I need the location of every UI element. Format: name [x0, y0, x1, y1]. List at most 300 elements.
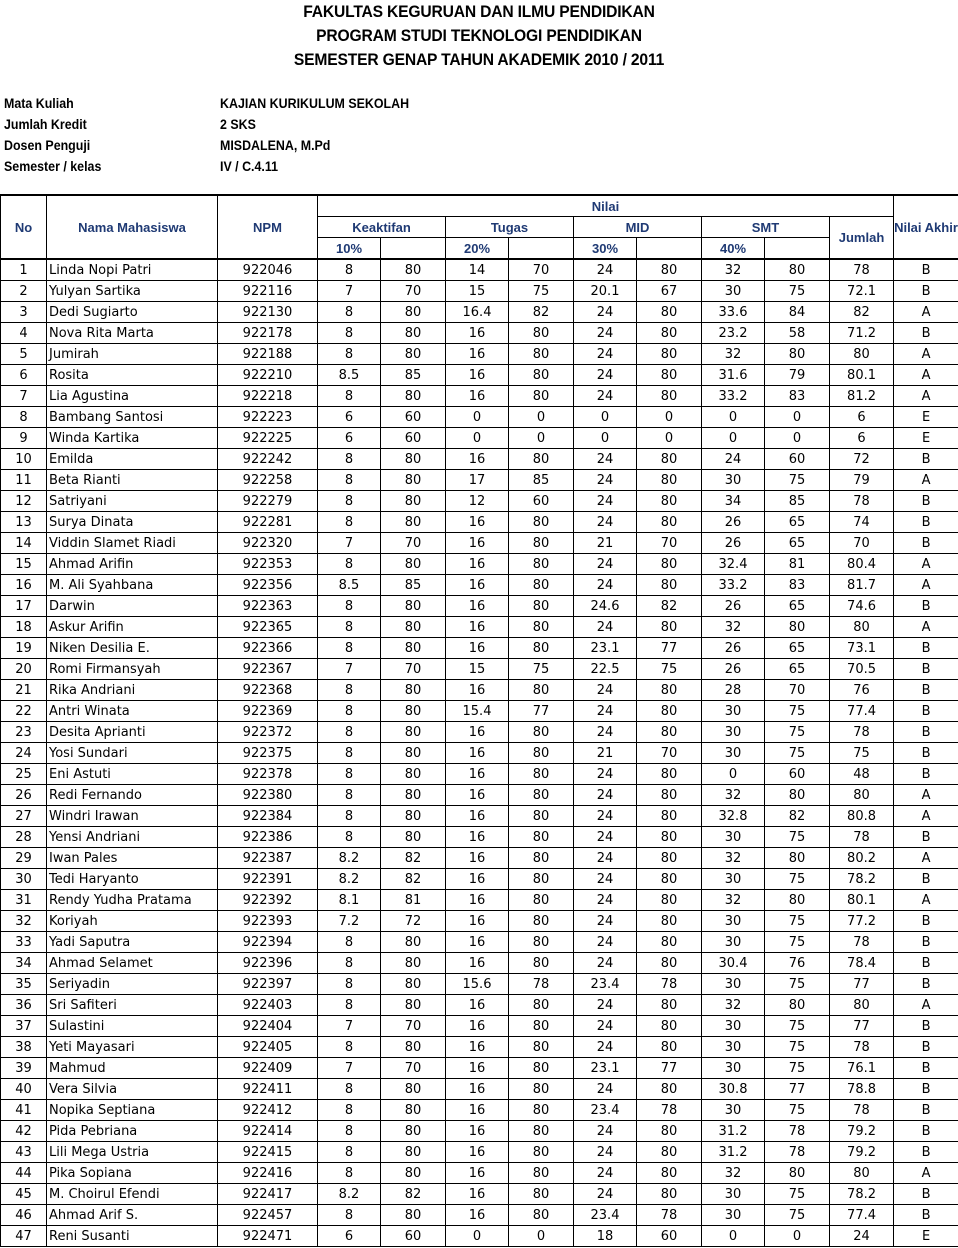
row-no: 20	[1, 659, 47, 680]
tugas-score: 16.4	[446, 302, 509, 323]
mid-value: 80	[637, 911, 702, 932]
keaktifan-score: 8	[318, 806, 381, 827]
keaktifan-value: 80	[381, 323, 446, 344]
credit-value: 2 SKS	[220, 117, 256, 132]
mid-score: 23.1	[574, 1058, 637, 1079]
smt-score: 24	[702, 449, 765, 470]
smt-score: 30.4	[702, 953, 765, 974]
row-no: 39	[1, 1058, 47, 1079]
npm: 922392	[218, 890, 318, 911]
npm: 922320	[218, 533, 318, 554]
student-name: Satriyani	[47, 491, 218, 512]
tugas-score: 16	[446, 596, 509, 617]
smt-score: 33.6	[702, 302, 765, 323]
final-grade: B	[894, 701, 958, 722]
smt-value: 75	[765, 281, 830, 302]
table-row	[1, 1163, 958, 1184]
tugas-score: 16	[446, 785, 509, 806]
final-grade: A	[894, 617, 958, 638]
jumlah: 80	[830, 785, 894, 806]
mid-score: 24	[574, 806, 637, 827]
keaktifan-value: 80	[381, 1100, 446, 1121]
mid-value: 80	[637, 1016, 702, 1037]
mid-value: 80	[637, 848, 702, 869]
student-name: Romi Firmansyah	[47, 659, 218, 680]
tugas-score: 16	[446, 1037, 509, 1058]
npm: 922375	[218, 743, 318, 764]
mid-value: 80	[637, 575, 702, 596]
jumlah: 78	[830, 1037, 894, 1058]
tugas-score: 15	[446, 281, 509, 302]
weight-keaktifan-blank	[381, 238, 446, 260]
keaktifan-score: 8	[318, 680, 381, 701]
tugas-value: 60	[509, 491, 574, 512]
final-grade: B	[894, 932, 958, 953]
table-row	[1, 911, 958, 932]
tugas-value: 80	[509, 890, 574, 911]
keaktifan-score: 8	[318, 701, 381, 722]
tugas-score: 12	[446, 491, 509, 512]
keaktifan-score: 8	[318, 449, 381, 470]
keaktifan-value: 80	[381, 827, 446, 848]
table-row	[1, 932, 958, 953]
final-grade: B	[894, 281, 958, 302]
student-name: Lia Agustina	[47, 386, 218, 407]
credit-label: Jumlah Kredit	[4, 117, 87, 132]
smt-value: 75	[765, 722, 830, 743]
tugas-score: 15.6	[446, 974, 509, 995]
smt-value: 60	[765, 449, 830, 470]
tugas-value: 80	[509, 680, 574, 701]
tugas-score: 16	[446, 680, 509, 701]
table-row	[1, 428, 958, 449]
keaktifan-value: 70	[381, 533, 446, 554]
tugas-value: 80	[509, 323, 574, 344]
final-grade: B	[894, 596, 958, 617]
smt-value: 80	[765, 785, 830, 806]
student-name: Jumirah	[47, 344, 218, 365]
smt-score: 30.8	[702, 1079, 765, 1100]
tugas-value: 0	[509, 407, 574, 428]
tugas-value: 75	[509, 281, 574, 302]
col-tugas: Tugas	[446, 217, 574, 238]
mid-score: 24	[574, 1184, 637, 1205]
npm: 922411	[218, 1079, 318, 1100]
tugas-value: 0	[509, 1226, 574, 1247]
tugas-value: 80	[509, 638, 574, 659]
final-grade: B	[894, 1037, 958, 1058]
mid-value: 80	[637, 764, 702, 785]
row-no: 40	[1, 1079, 47, 1100]
smt-score: 31.6	[702, 365, 765, 386]
row-no: 27	[1, 806, 47, 827]
mid-score: 23.4	[574, 1205, 637, 1226]
student-name: Desita Aprianti	[47, 722, 218, 743]
jumlah: 80.4	[830, 554, 894, 575]
mid-value: 80	[637, 932, 702, 953]
final-grade: B	[894, 1100, 958, 1121]
mid-value: 80	[637, 806, 702, 827]
npm: 922457	[218, 1205, 318, 1226]
keaktifan-value: 70	[381, 659, 446, 680]
npm: 922414	[218, 1121, 318, 1142]
keaktifan-score: 8	[318, 596, 381, 617]
mid-value: 80	[637, 722, 702, 743]
mid-score: 24.6	[574, 596, 637, 617]
tugas-score: 16	[446, 890, 509, 911]
mid-value: 80	[637, 1163, 702, 1184]
tugas-score: 16	[446, 1163, 509, 1184]
mid-value: 60	[637, 1226, 702, 1247]
student-name: Yadi Saputra	[47, 932, 218, 953]
tugas-score: 16	[446, 554, 509, 575]
student-name: Nopika Septiana	[47, 1100, 218, 1121]
col-nilai: Nilai	[318, 195, 894, 217]
student-name: Rosita	[47, 365, 218, 386]
mid-score: 24	[574, 259, 637, 281]
mid-score: 24	[574, 554, 637, 575]
smt-score: 30	[702, 974, 765, 995]
smt-score: 23.2	[702, 323, 765, 344]
mid-score: 23.4	[574, 974, 637, 995]
mid-score: 24	[574, 827, 637, 848]
final-grade: B	[894, 1205, 958, 1226]
tugas-value: 80	[509, 764, 574, 785]
table-row	[1, 1205, 958, 1226]
student-name: Rika Andriani	[47, 680, 218, 701]
student-name: Winda Kartika	[47, 428, 218, 449]
smt-score: 32	[702, 259, 765, 281]
smt-value: 0	[765, 1226, 830, 1247]
keaktifan-score: 8	[318, 827, 381, 848]
mid-value: 77	[637, 638, 702, 659]
student-name: Rendy Yudha Pratama	[47, 890, 218, 911]
keaktifan-value: 80	[381, 974, 446, 995]
smt-score: 30	[702, 1205, 765, 1226]
final-grade: E	[894, 1226, 958, 1247]
table-row	[1, 1079, 958, 1100]
tugas-score: 16	[446, 638, 509, 659]
smt-value: 80	[765, 848, 830, 869]
jumlah: 80	[830, 995, 894, 1016]
npm: 922417	[218, 1184, 318, 1205]
smt-value: 75	[765, 932, 830, 953]
smt-value: 65	[765, 512, 830, 533]
tugas-value: 85	[509, 470, 574, 491]
row-no: 3	[1, 302, 47, 323]
student-name: Nova Rita Marta	[47, 323, 218, 344]
row-no: 4	[1, 323, 47, 344]
mid-score: 24	[574, 890, 637, 911]
keaktifan-value: 80	[381, 386, 446, 407]
npm: 922242	[218, 449, 318, 470]
smt-score: 32	[702, 995, 765, 1016]
keaktifan-value: 80	[381, 491, 446, 512]
keaktifan-value: 82	[381, 848, 446, 869]
final-grade: A	[894, 386, 958, 407]
keaktifan-value: 80	[381, 1121, 446, 1142]
smt-score: 32	[702, 617, 765, 638]
row-no: 26	[1, 785, 47, 806]
tugas-score: 16	[446, 1142, 509, 1163]
col-keaktifan: Keaktifan	[318, 217, 446, 238]
smt-value: 75	[765, 974, 830, 995]
mid-score: 24	[574, 953, 637, 974]
keaktifan-score: 8	[318, 554, 381, 575]
row-no: 11	[1, 470, 47, 491]
npm: 922356	[218, 575, 318, 596]
smt-value: 75	[765, 869, 830, 890]
smt-score: 30	[702, 1184, 765, 1205]
final-grade: B	[894, 974, 958, 995]
final-grade: B	[894, 1121, 958, 1142]
row-no: 7	[1, 386, 47, 407]
table-row	[1, 974, 958, 995]
npm: 922387	[218, 848, 318, 869]
mid-value: 77	[637, 1058, 702, 1079]
mid-score: 24	[574, 785, 637, 806]
row-no: 37	[1, 1016, 47, 1037]
keaktifan-score: 7	[318, 1016, 381, 1037]
tugas-score: 16	[446, 575, 509, 596]
mid-score: 0	[574, 428, 637, 449]
mid-score: 24	[574, 344, 637, 365]
table-row	[1, 1100, 958, 1121]
smt-value: 75	[765, 827, 830, 848]
student-name: Surya Dinata	[47, 512, 218, 533]
row-no: 43	[1, 1142, 47, 1163]
final-grade: B	[894, 323, 958, 344]
student-name: Koriyah	[47, 911, 218, 932]
tugas-score: 16	[446, 617, 509, 638]
keaktifan-score: 7	[318, 533, 381, 554]
student-name: Emilda	[47, 449, 218, 470]
student-name: Beta Rianti	[47, 470, 218, 491]
col-nama: Nama Mahasiswa	[47, 195, 218, 259]
table-row	[1, 890, 958, 911]
course-label: Mata Kuliah	[4, 96, 74, 111]
keaktifan-value: 80	[381, 1079, 446, 1100]
final-grade: A	[894, 806, 958, 827]
table-row	[1, 449, 958, 470]
keaktifan-score: 8	[318, 1100, 381, 1121]
tugas-value: 80	[509, 1205, 574, 1226]
row-no: 9	[1, 428, 47, 449]
keaktifan-score: 8.2	[318, 869, 381, 890]
table-row	[1, 995, 958, 1016]
mid-value: 80	[637, 1079, 702, 1100]
student-name: Iwan Pales	[47, 848, 218, 869]
smt-value: 75	[765, 1016, 830, 1037]
keaktifan-score: 8.2	[318, 848, 381, 869]
table-row	[1, 953, 958, 974]
keaktifan-score: 8	[318, 259, 381, 281]
tugas-score: 17	[446, 470, 509, 491]
table-row	[1, 596, 958, 617]
keaktifan-score: 8	[318, 1163, 381, 1184]
smt-score: 30	[702, 869, 765, 890]
smt-score: 26	[702, 659, 765, 680]
keaktifan-score: 8	[318, 932, 381, 953]
mid-score: 24	[574, 932, 637, 953]
mid-value: 0	[637, 407, 702, 428]
table-row	[1, 1058, 958, 1079]
final-grade: B	[894, 722, 958, 743]
table-row	[1, 869, 958, 890]
npm: 922365	[218, 617, 318, 638]
keaktifan-value: 80	[381, 785, 446, 806]
keaktifan-score: 8	[318, 491, 381, 512]
keaktifan-value: 80	[381, 743, 446, 764]
final-grade: B	[894, 259, 958, 281]
mid-value: 80	[637, 386, 702, 407]
student-name: Sulastini	[47, 1016, 218, 1037]
mid-value: 80	[637, 323, 702, 344]
jumlah: 77.2	[830, 911, 894, 932]
mid-value: 80	[637, 512, 702, 533]
npm: 922405	[218, 1037, 318, 1058]
program-title: PROGRAM STUDI TEKNOLOGI PENDIDIKAN	[316, 26, 642, 45]
smt-score: 0	[702, 764, 765, 785]
student-name: Mahmud	[47, 1058, 218, 1079]
student-name: Yensi Andriani	[47, 827, 218, 848]
jumlah: 73.1	[830, 638, 894, 659]
jumlah: 82	[830, 302, 894, 323]
row-no: 38	[1, 1037, 47, 1058]
row-no: 32	[1, 911, 47, 932]
smt-value: 75	[765, 911, 830, 932]
student-name: Yosi Sundari	[47, 743, 218, 764]
keaktifan-value: 80	[381, 1142, 446, 1163]
student-name: Seriyadin	[47, 974, 218, 995]
smt-score: 30	[702, 701, 765, 722]
mid-value: 75	[637, 659, 702, 680]
keaktifan-value: 85	[381, 575, 446, 596]
keaktifan-value: 80	[381, 259, 446, 281]
table-row	[1, 1184, 958, 1205]
weight-tugas-blank	[509, 238, 574, 260]
jumlah: 78	[830, 722, 894, 743]
student-name: Eni Astuti	[47, 764, 218, 785]
tugas-score: 16	[446, 1100, 509, 1121]
final-grade: E	[894, 407, 958, 428]
keaktifan-score: 8	[318, 1142, 381, 1163]
npm: 922046	[218, 259, 318, 281]
smt-score: 32	[702, 848, 765, 869]
weight-smt-blank	[765, 238, 830, 260]
npm: 922369	[218, 701, 318, 722]
jumlah: 78.8	[830, 1079, 894, 1100]
mid-value: 80	[637, 680, 702, 701]
student-name: Redi Fernando	[47, 785, 218, 806]
jumlah: 78	[830, 932, 894, 953]
smt-value: 70	[765, 680, 830, 701]
smt-value: 84	[765, 302, 830, 323]
table-row	[1, 764, 958, 785]
mid-value: 80	[637, 259, 702, 281]
npm: 922378	[218, 764, 318, 785]
npm: 922396	[218, 953, 318, 974]
tugas-score: 16	[446, 953, 509, 974]
npm: 922391	[218, 869, 318, 890]
final-grade: A	[894, 554, 958, 575]
table-row	[1, 617, 958, 638]
grades-table	[0, 194, 958, 1247]
jumlah: 76	[830, 680, 894, 701]
keaktifan-value: 60	[381, 1226, 446, 1247]
mid-score: 24	[574, 617, 637, 638]
smt-value: 80	[765, 1163, 830, 1184]
tugas-value: 82	[509, 302, 574, 323]
keaktifan-value: 80	[381, 512, 446, 533]
jumlah: 78	[830, 1100, 894, 1121]
mid-score: 24	[574, 722, 637, 743]
mid-value: 80	[637, 890, 702, 911]
mid-score: 20.1	[574, 281, 637, 302]
mid-value: 80	[637, 1184, 702, 1205]
smt-value: 75	[765, 743, 830, 764]
jumlah: 81.2	[830, 386, 894, 407]
keaktifan-score: 8.5	[318, 575, 381, 596]
npm: 922416	[218, 1163, 318, 1184]
keaktifan-value: 80	[381, 470, 446, 491]
jumlah: 77	[830, 974, 894, 995]
tugas-score: 16	[446, 533, 509, 554]
smt-value: 80	[765, 259, 830, 281]
mid-value: 82	[637, 596, 702, 617]
table-row	[1, 1037, 958, 1058]
smt-value: 80	[765, 344, 830, 365]
tugas-value: 80	[509, 1079, 574, 1100]
tugas-value: 80	[509, 1016, 574, 1037]
mid-score: 24	[574, 386, 637, 407]
mid-value: 80	[637, 785, 702, 806]
final-grade: B	[894, 1058, 958, 1079]
keaktifan-value: 80	[381, 344, 446, 365]
keaktifan-value: 85	[381, 365, 446, 386]
tugas-value: 78	[509, 974, 574, 995]
npm: 922367	[218, 659, 318, 680]
tugas-value: 80	[509, 1100, 574, 1121]
row-no: 17	[1, 596, 47, 617]
mid-value: 80	[637, 365, 702, 386]
keaktifan-value: 80	[381, 806, 446, 827]
npm: 922394	[218, 932, 318, 953]
col-npm: NPM	[218, 195, 318, 259]
weight-tugas: 20%	[446, 238, 509, 260]
smt-value: 85	[765, 491, 830, 512]
final-grade: A	[894, 365, 958, 386]
keaktifan-value: 82	[381, 869, 446, 890]
tugas-value: 77	[509, 701, 574, 722]
tugas-value: 80	[509, 848, 574, 869]
jumlah: 77.4	[830, 1205, 894, 1226]
mid-value: 78	[637, 1205, 702, 1226]
keaktifan-value: 80	[381, 722, 446, 743]
student-name: Reni Susanti	[47, 1226, 218, 1247]
table-row	[1, 386, 958, 407]
smt-value: 78	[765, 1121, 830, 1142]
row-no: 46	[1, 1205, 47, 1226]
keaktifan-value: 80	[381, 1037, 446, 1058]
jumlah: 79.2	[830, 1142, 894, 1163]
table-row	[1, 302, 958, 323]
mid-score: 24	[574, 1016, 637, 1037]
npm: 922281	[218, 512, 318, 533]
student-name: Pika Sopiana	[47, 1163, 218, 1184]
table-row	[1, 1016, 958, 1037]
mid-score: 21	[574, 743, 637, 764]
